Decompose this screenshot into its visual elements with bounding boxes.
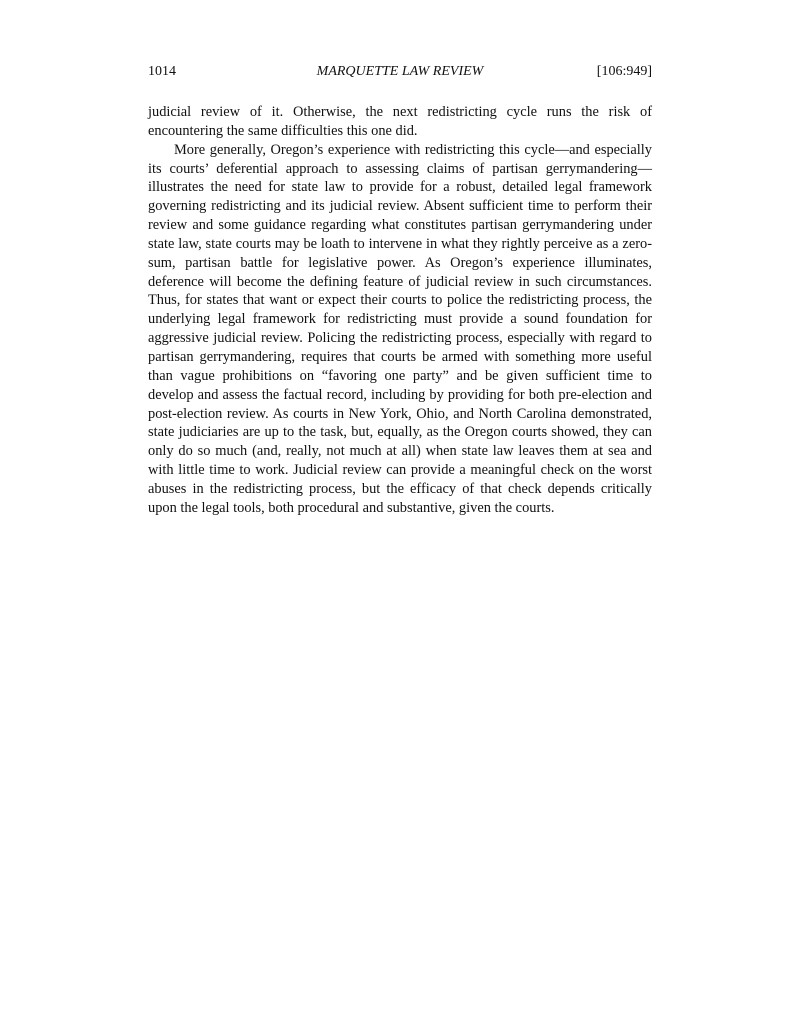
paragraph-continuation: judicial review of it. Otherwise, the next redistricting cycle runs the risk of encountering the same difficulties this one did. [148,104,652,139]
paragraph-main: More generally, Oregon’s experience with redistricting this cycle—and especially its courts’ deferential approach to assessing claims of partisan gerrymandering—illustrates the need for state law to provide for a robust, detailed legal framework governing redistricting and its judicial review. Absent sufficient time to perform their review and some guidance regarding what constitutes partisan gerrymandering under state law, state courts may be loath to intervene in what they rightly perceive as a zero-sum, partisan battle for legislative power. As Oregon’s experience illuminates, deference will become the defining feature of judicial review in such circumstances. Thus, for states that want or expect their courts to police the redistricting process, the underlying legal framework for redistricting must provide a sound foundation for aggressive judicial review. Policing the redistricting process, especially with regard to partisan gerrymandering, requires that courts be armed with something more useful than vague prohibitions on “favoring one party” and be given sufficient time to develop and assess the factual record, including by providing for both pre-election and post-election review. As courts in New York, Ohio, and North Carolina demonstrated, state judiciaries are up to the task, but, equally, as the Oregon courts showed, they can only do so much (and, really, not much at all) when state law leaves them at sea and with little time to work. Judicial review can provide a meaningful check on the worst abuses in the redistricting process, but the efficacy of that check depends critically upon the legal tools, both procedural and substantive, given the courts. [148,141,652,516]
running-header [148,62,652,82]
volume-citation: [106:949] [596,64,652,79]
page-number: 1014 [148,64,176,79]
journal-title: MARQUETTE LAW REVIEW [316,64,484,79]
article-body [148,103,652,518]
